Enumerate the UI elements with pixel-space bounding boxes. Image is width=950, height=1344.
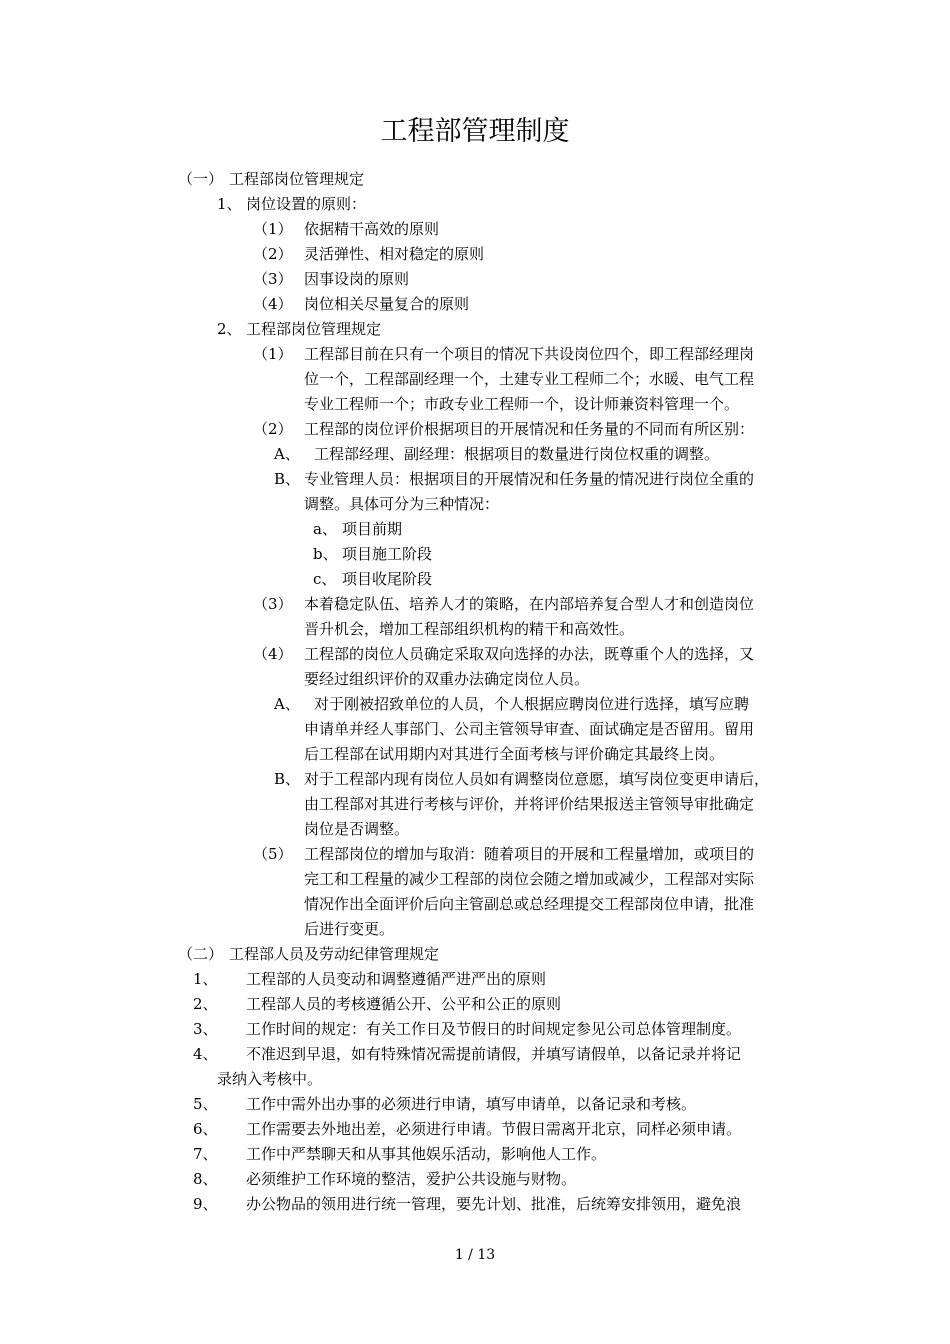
point-text: 本着稳定队伍、培养人才的策略，在内部培养复合型人才和创造岗位: [304, 595, 755, 613]
rule-text: 工程部人员的考核遵循公开、公平和公正的原则: [246, 995, 562, 1013]
point-text: 工程部的岗位人员确定采取双向选择的办法，既尊重个人的选择，又: [304, 645, 755, 663]
section-heading: 工程部人员及劳动纪律管理规定: [229, 945, 440, 963]
rule-marker: 3、: [193, 1020, 218, 1038]
section-marker: （二）: [178, 945, 224, 963]
subpoint-text: 调整。具体可分为三种情况：: [304, 495, 500, 513]
case-marker: b、: [313, 545, 338, 563]
point-text: 岗位相关尽量复合的原则: [304, 295, 470, 313]
point-marker: （3）: [253, 595, 293, 613]
subpoint-text: 后工程部在试用期内对其进行全面考核与评价确定其最终上岗。: [304, 745, 725, 763]
point-text: 灵活弹性、相对稳定的原则: [304, 245, 485, 263]
rule-text: 不准迟到早退，如有特殊情况需提前请假，并填写请假单，以备记录并将记: [246, 1045, 742, 1063]
rule-text: 工作中严禁聊天和从事其他娱乐活动，影响他人工作。: [246, 1145, 607, 1163]
point-marker: （2）: [253, 245, 293, 263]
point-marker: （3）: [253, 270, 293, 288]
point-text: 工程部的岗位评价根据项目的开展情况和任务量的不同而有所区别：: [304, 420, 755, 438]
point-marker: （4）: [253, 295, 293, 313]
item-marker: 2、: [217, 320, 242, 338]
point-marker: （1）: [253, 345, 293, 363]
case-marker: a、: [313, 520, 337, 538]
subpoint-text: 由工程部对其进行考核与评价，并将评价结果报送主管领导审批确定: [304, 795, 755, 813]
point-marker: （2）: [253, 420, 293, 438]
subpoint-marker: B、: [274, 470, 301, 488]
point-text: 晋升机会，增加工程部组织机构的精干和高效性。: [304, 620, 635, 638]
subpoint-text: 对于刚被招致单位的人员，个人根据应聘岗位进行选择，填写应聘: [314, 695, 750, 713]
point-text: 完工和工程量的减少工程部的岗位会随之增加或减少，工程部对实际: [304, 870, 755, 888]
subpoint-marker: A、: [274, 445, 300, 463]
point-text: 工程部岗位的增加与取消：随着项目的开展和工程量增加，或项目的: [304, 845, 755, 863]
rule-marker: 9、: [193, 1195, 218, 1213]
page-number: 1 / 13: [454, 1247, 496, 1263]
point-text: 要经过组织评价的双重办法确定岗位人员。: [304, 670, 590, 688]
point-text: 位一个，工程部副经理一个，土建专业工程师二个；水暖、电气工程: [304, 370, 755, 388]
rule-text: 工作需要去外地出差，必须进行申请。节假日需离开北京，同样必须申请。: [246, 1120, 742, 1138]
point-text: 依据精干高效的原则: [304, 220, 440, 238]
rule-text: 工作时间的规定：有关工作日及节假日的时间规定参见公司总体管理制度。: [246, 1020, 742, 1038]
rule-marker: 5、: [193, 1095, 218, 1113]
case-marker: c、: [313, 570, 337, 588]
point-marker: （1）: [253, 220, 293, 238]
rule-marker: 7、: [193, 1145, 218, 1163]
subpoint-text: 申请单并经人事部门、公司主管领导审查、面试确定是否留用。留用: [304, 720, 755, 738]
rule-marker: 8、: [193, 1170, 218, 1188]
rule-text: 工作中需外出办事的必须进行申请，填写申请单，以备记录和考核。: [246, 1095, 697, 1113]
point-marker: （4）: [253, 645, 293, 663]
rule-marker: 2、: [193, 995, 218, 1013]
section-heading: 工程部岗位管理规定: [229, 170, 365, 188]
subpoint-text: 专业管理人员：根据项目的开展情况和任务量的情况进行岗位全重的: [304, 470, 755, 488]
item-marker: 1、: [217, 195, 242, 213]
point-text: 因事设岗的原则: [304, 270, 410, 288]
rule-marker: 4、: [193, 1045, 218, 1063]
point-text: 工程部目前在只有一个项目的情况下共设岗位四个，即工程部经理岗: [304, 345, 755, 363]
rule-marker: 1、: [193, 970, 218, 988]
subpoint-marker: A、: [274, 695, 300, 713]
case-text: 项目施工阶段: [342, 545, 433, 563]
point-text: 后进行变更。: [304, 920, 395, 938]
subpoint-marker: B、: [274, 770, 301, 788]
rule-text: 必须维护工作环境的整洁，爱护公共设施与财物。: [246, 1170, 577, 1188]
rule-text: 录纳入考核中。: [217, 1070, 323, 1088]
document-title: 工程部管理制度: [380, 116, 570, 147]
point-text: 情况作出全面评价后向主管副总或总经理提交工程部岗位申请，批准: [304, 895, 755, 913]
item-heading: 工程部岗位管理规定: [246, 320, 382, 338]
subpoint-text: 岗位是否调整。: [304, 820, 410, 838]
subpoint-text: 工程部经理、副经理：根据项目的数量进行岗位权重的调整。: [314, 445, 720, 463]
rule-marker: 6、: [193, 1120, 218, 1138]
rule-text: 工程部的人员变动和调整遵循严进严出的原则: [246, 970, 547, 988]
point-text: 专业工程师一个；市政专业工程师一个，设计师兼资料管理一个。: [304, 395, 740, 413]
item-heading: 岗位设置的原则：: [246, 195, 367, 213]
case-text: 项目前期: [342, 520, 403, 538]
rule-text: 办公物品的领用进行统一管理，要先计划、批准，后统筹安排领用，避免浪: [246, 1195, 742, 1213]
section-marker: （一）: [178, 170, 224, 188]
point-marker: （5）: [253, 845, 293, 863]
case-text: 项目收尾阶段: [342, 570, 433, 588]
subpoint-text: 对于工程部内现有岗位人员如有调整岗位意愿，填写岗位变更申请后，: [304, 770, 770, 788]
